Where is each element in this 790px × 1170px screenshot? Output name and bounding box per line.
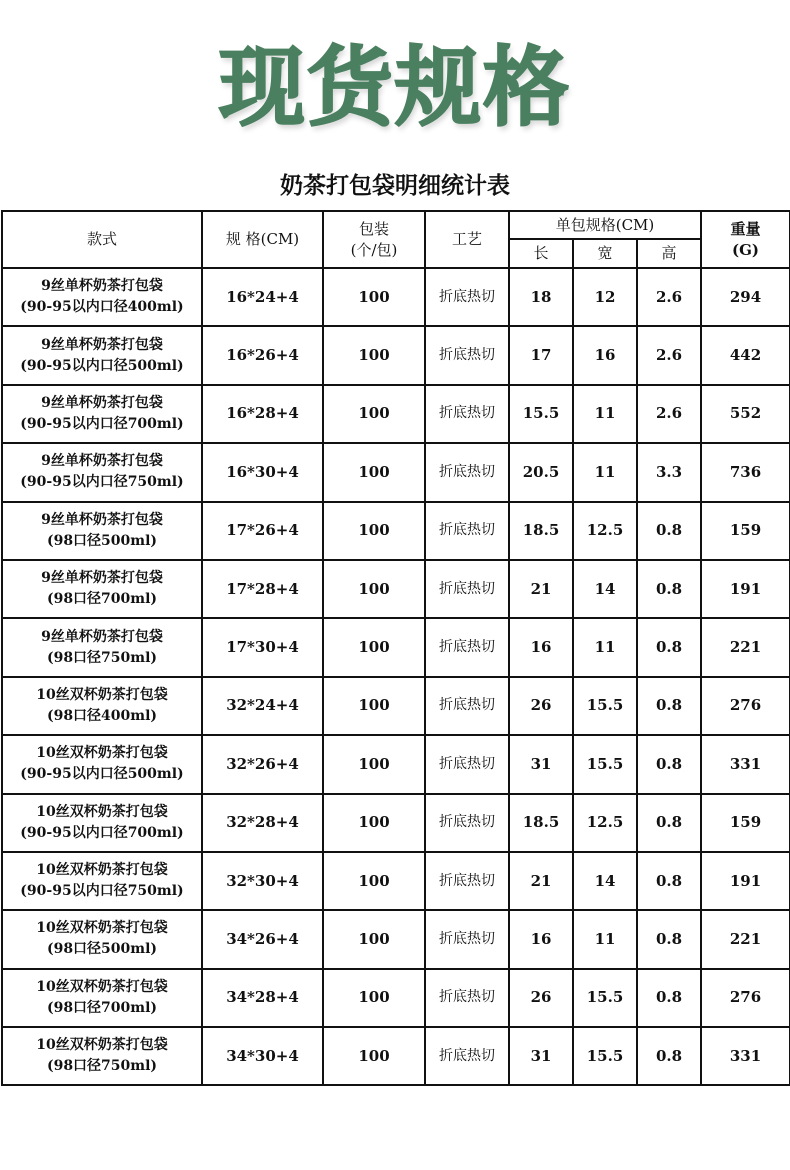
cell-w: 15.5: [573, 677, 637, 735]
cell-spec: 32*30+4: [202, 852, 323, 910]
cell-style: [2, 618, 202, 676]
cell-style-name1: 10丝双杯奶茶打包袋: [36, 978, 168, 995]
cell-pack: 100: [323, 794, 425, 852]
cell-pack: 100: [323, 1027, 425, 1085]
cell-style: [2, 1027, 202, 1085]
cell-style-name2: (98口径700ml): [46, 591, 158, 608]
header-pack: [323, 211, 425, 268]
cell-w: 11: [573, 910, 637, 968]
cell-l: 18: [509, 268, 573, 326]
cell-l: 31: [509, 1027, 573, 1085]
table-row: [2, 385, 790, 443]
cell-style-name1: 9丝单杯奶茶打包袋: [41, 453, 163, 470]
cell-weight: 736: [701, 443, 790, 501]
cell-l: 15.5: [509, 385, 573, 443]
cell-weight: 552: [701, 385, 790, 443]
cell-pack: 100: [323, 560, 425, 618]
header-single-spec: 单包规格(CM): [509, 211, 701, 239]
cell-l: 26: [509, 677, 573, 735]
cell-style-name2: (98口径750ml): [46, 1058, 158, 1075]
table-row: [2, 618, 790, 676]
header-height: 高: [637, 239, 701, 268]
cell-style-name1: 9丝单杯奶茶打包袋: [41, 336, 163, 353]
cell-weight: 442: [701, 326, 790, 384]
spec-table: [1, 210, 790, 1086]
cell-spec: 16*24+4: [202, 268, 323, 326]
cell-style-name2: (90-95以内口径400ml): [20, 299, 184, 316]
header-weight: [701, 211, 790, 268]
cell-w: 16: [573, 326, 637, 384]
cell-pack: 100: [323, 618, 425, 676]
table-row: [2, 502, 790, 560]
cell-pack: 100: [323, 326, 425, 384]
cell-craft: 折底热切: [425, 794, 509, 852]
cell-style-name2: (98口径700ml): [46, 999, 158, 1016]
table-title: 奶茶打包袋明细统计表: [280, 173, 510, 199]
cell-craft: 折底热切: [425, 326, 509, 384]
cell-weight: 221: [701, 910, 790, 968]
cell-weight: 331: [701, 1027, 790, 1085]
cell-l: 18.5: [509, 502, 573, 560]
cell-style: [2, 969, 202, 1027]
table-row: [2, 969, 790, 1027]
table-row: [2, 677, 790, 735]
cell-spec: 32*28+4: [202, 794, 323, 852]
table-row: [2, 560, 790, 618]
cell-weight: 276: [701, 969, 790, 1027]
cell-l: 21: [509, 560, 573, 618]
cell-spec: 16*30+4: [202, 443, 323, 501]
cell-craft: 折底热切: [425, 735, 509, 793]
cell-style: [2, 502, 202, 560]
cell-spec: 34*26+4: [202, 910, 323, 968]
cell-w: 14: [573, 852, 637, 910]
table-row: [2, 1027, 790, 1085]
cell-w: 12: [573, 268, 637, 326]
cell-l: 17: [509, 326, 573, 384]
cell-style: [2, 677, 202, 735]
cell-weight: 191: [701, 560, 790, 618]
cell-h: 0.8: [637, 852, 701, 910]
cell-style-name1: 9丝单杯奶茶打包袋: [41, 570, 163, 587]
cell-l: 16: [509, 618, 573, 676]
cell-style-name1: 10丝双杯奶茶打包袋: [36, 920, 168, 937]
header-pack-line1: 包装: [358, 219, 389, 238]
table-row: [2, 852, 790, 910]
header-pack-line2: (个/包): [350, 240, 398, 259]
cell-craft: 折底热切: [425, 969, 509, 1027]
cell-pack: 100: [323, 443, 425, 501]
cell-style: [2, 852, 202, 910]
cell-w: 12.5: [573, 502, 637, 560]
cell-style-name2: (90-95以内口径750ml): [20, 474, 184, 491]
cell-style: [2, 326, 202, 384]
cell-spec: 32*26+4: [202, 735, 323, 793]
cell-craft: 折底热切: [425, 618, 509, 676]
cell-style-name2: (98口径500ml): [46, 941, 158, 958]
cell-pack: 100: [323, 502, 425, 560]
cell-h: 0.8: [637, 794, 701, 852]
cell-style: [2, 560, 202, 618]
cell-l: 18.5: [509, 794, 573, 852]
cell-style: [2, 443, 202, 501]
cell-pack: 100: [323, 852, 425, 910]
cell-h: 0.8: [637, 618, 701, 676]
cell-style-name2: (90-95以内口径500ml): [20, 357, 184, 374]
header-craft: 工艺: [425, 211, 509, 268]
cell-spec: 16*28+4: [202, 385, 323, 443]
cell-w: 11: [573, 618, 637, 676]
cell-h: 0.8: [637, 1027, 701, 1085]
header-spec: 规 格(CM): [202, 211, 323, 268]
cell-craft: 折底热切: [425, 443, 509, 501]
cell-style: [2, 910, 202, 968]
cell-l: 16: [509, 910, 573, 968]
cell-h: 2.6: [637, 326, 701, 384]
cell-spec: 17*26+4: [202, 502, 323, 560]
cell-pack: 100: [323, 910, 425, 968]
cell-w: 15.5: [573, 969, 637, 1027]
cell-craft: 折底热切: [425, 502, 509, 560]
header-width: 宽: [573, 239, 637, 268]
cell-spec: 34*28+4: [202, 969, 323, 1027]
cell-weight: 159: [701, 794, 790, 852]
cell-pack: 100: [323, 677, 425, 735]
cell-style-name2: (90-95以内口径700ml): [20, 824, 184, 841]
cell-craft: 折底热切: [425, 1027, 509, 1085]
cell-l: 26: [509, 969, 573, 1027]
cell-craft: 折底热切: [425, 268, 509, 326]
header-row: [2, 211, 790, 239]
cell-weight: 294: [701, 268, 790, 326]
cell-l: 31: [509, 735, 573, 793]
cell-h: 0.8: [637, 910, 701, 968]
cell-craft: 折底热切: [425, 910, 509, 968]
cell-pack: 100: [323, 268, 425, 326]
cell-weight: 221: [701, 618, 790, 676]
header-length: 长: [509, 239, 573, 268]
cell-weight: 331: [701, 735, 790, 793]
cell-style-name1: 9丝单杯奶茶打包袋: [41, 278, 163, 295]
cell-style: [2, 794, 202, 852]
cell-craft: 折底热切: [425, 677, 509, 735]
cell-style-name1: 10丝双杯奶茶打包袋: [36, 803, 168, 820]
cell-spec: 16*26+4: [202, 326, 323, 384]
cell-spec: 32*24+4: [202, 677, 323, 735]
cell-l: 21: [509, 852, 573, 910]
hero-title: 现货规格: [219, 38, 571, 138]
cell-style-name1: 10丝双杯奶茶打包袋: [36, 862, 168, 879]
cell-style-name1: 10丝双杯奶茶打包袋: [36, 1037, 168, 1054]
header-weight-line1: 重量: [730, 219, 761, 238]
cell-spec: 34*30+4: [202, 1027, 323, 1085]
cell-style-name2: (90-95以内口径700ml): [20, 415, 184, 432]
header-weight-line2: (G): [731, 240, 759, 259]
cell-style-name1: 10丝双杯奶茶打包袋: [36, 745, 168, 762]
cell-h: 0.8: [637, 677, 701, 735]
cell-h: 0.8: [637, 502, 701, 560]
cell-style-name2: (98口径750ml): [46, 649, 158, 666]
cell-style: [2, 735, 202, 793]
cell-craft: 折底热切: [425, 560, 509, 618]
table-row: [2, 326, 790, 384]
cell-style-name2: (98口径500ml): [46, 532, 158, 549]
cell-pack: 100: [323, 385, 425, 443]
cell-style-name1: 9丝单杯奶茶打包袋: [41, 394, 163, 411]
cell-h: 2.6: [637, 268, 701, 326]
cell-w: 15.5: [573, 1027, 637, 1085]
table-row: [2, 268, 790, 326]
cell-style-name2: (98口径400ml): [46, 707, 158, 724]
header-style: 款式: [2, 211, 202, 268]
cell-style-name2: (90-95以内口径750ml): [20, 883, 184, 900]
cell-weight: 159: [701, 502, 790, 560]
cell-w: 11: [573, 385, 637, 443]
cell-h: 0.8: [637, 560, 701, 618]
cell-weight: 191: [701, 852, 790, 910]
cell-style: [2, 268, 202, 326]
cell-style-name1: 10丝双杯奶茶打包袋: [36, 686, 168, 703]
cell-spec: 17*30+4: [202, 618, 323, 676]
table-row: [2, 443, 790, 501]
cell-h: 2.6: [637, 385, 701, 443]
cell-w: 15.5: [573, 735, 637, 793]
cell-w: 11: [573, 443, 637, 501]
cell-w: 14: [573, 560, 637, 618]
cell-craft: 折底热切: [425, 852, 509, 910]
cell-spec: 17*28+4: [202, 560, 323, 618]
cell-style-name2: (90-95以内口径500ml): [20, 766, 184, 783]
cell-w: 12.5: [573, 794, 637, 852]
cell-h: 3.3: [637, 443, 701, 501]
table-row: [2, 735, 790, 793]
cell-craft: 折底热切: [425, 385, 509, 443]
cell-style: [2, 385, 202, 443]
table-row: [2, 910, 790, 968]
cell-h: 0.8: [637, 735, 701, 793]
cell-style-name1: 9丝单杯奶茶打包袋: [41, 628, 163, 645]
cell-h: 0.8: [637, 969, 701, 1027]
cell-style-name1: 9丝单杯奶茶打包袋: [41, 511, 163, 528]
cell-l: 20.5: [509, 443, 573, 501]
cell-weight: 276: [701, 677, 790, 735]
table-row: [2, 794, 790, 852]
cell-pack: 100: [323, 735, 425, 793]
cell-pack: 100: [323, 969, 425, 1027]
